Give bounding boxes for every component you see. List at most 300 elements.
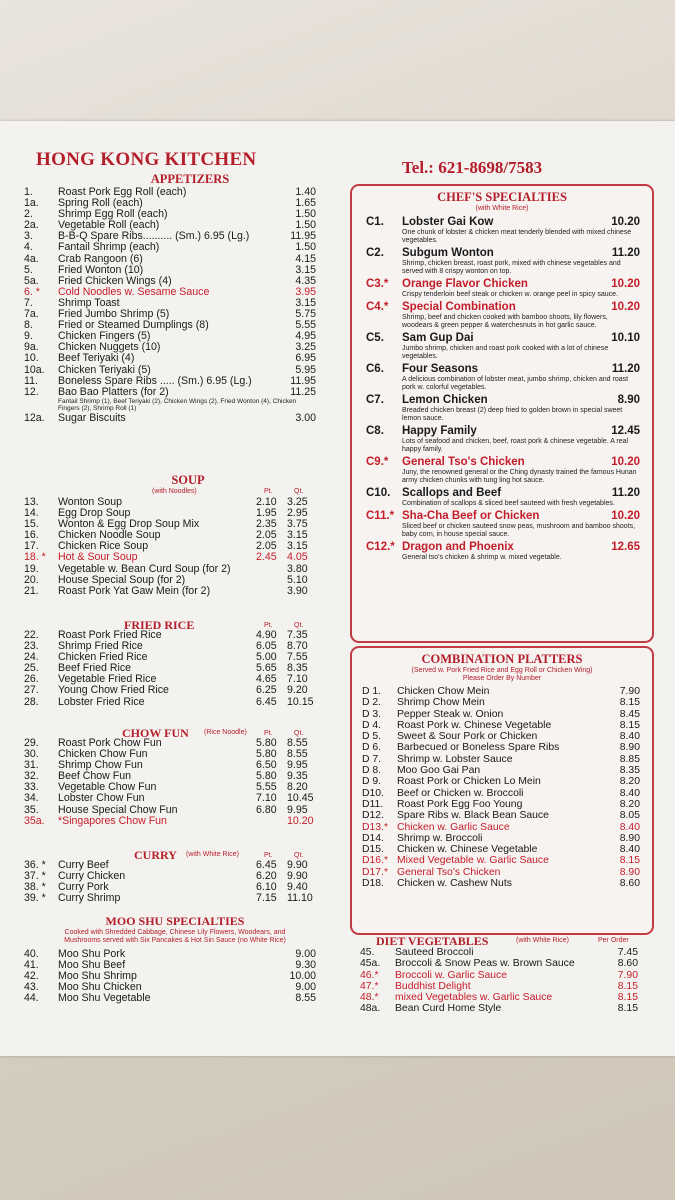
item-price-quart: 10.15 — [287, 695, 314, 708]
diet-row — [360, 981, 638, 992]
item-price: 3.15 — [295, 296, 316, 309]
item-number: 28. — [24, 695, 39, 708]
chow-fun-col-qt: Qt. — [294, 730, 304, 737]
item-name: Chicken Chow Fun — [58, 748, 148, 761]
chow-fun-section — [24, 726, 316, 827]
appetizers-section — [24, 172, 316, 424]
appetizer-row — [24, 413, 316, 424]
item-price-pint: 5.80 — [256, 770, 277, 783]
item-number: 19. — [24, 562, 39, 575]
item-number: D 2. — [362, 697, 382, 709]
item-name: Cold Noodles w. Sesame Sauce — [58, 285, 210, 298]
item-number: 9. — [24, 330, 33, 343]
item-name: Hot & Sour Soup — [58, 551, 138, 564]
combo-row — [362, 844, 640, 855]
item-number: 13. — [24, 496, 39, 508]
item-name: Vegetable Chow Fun — [58, 781, 157, 794]
item-name: Pepper Steak w. Onion — [397, 708, 504, 720]
combo-row — [362, 788, 640, 799]
item-name: Moo Goo Gai Pan — [397, 765, 481, 777]
item-number: D 3. — [362, 708, 382, 720]
item-price: 8.15 — [617, 992, 638, 1004]
combo-row — [362, 810, 640, 821]
diet-row — [360, 992, 638, 1003]
item-name: Roast Pork Chow Fun — [58, 737, 162, 749]
diet-row — [360, 958, 638, 969]
item-price: 8.15 — [617, 1003, 638, 1015]
soup-list — [24, 497, 316, 597]
item-number: 9a. — [24, 341, 39, 354]
item-price: 11.95 — [290, 374, 316, 387]
chef-item-title — [366, 425, 640, 438]
item-price: 4.95 — [295, 330, 316, 343]
appetizer-row — [24, 387, 316, 398]
appetizer-row — [24, 242, 316, 253]
item-name: Moo Shu Chicken — [58, 981, 142, 994]
fried-rice-section — [24, 618, 316, 708]
item-name: Moo Shu Pork — [58, 948, 126, 960]
item-description: Shrimp, chicken breast, roast pork, mixed with chinese vegetables and served with 8 crispy wonton on top. — [402, 260, 621, 275]
fried-rice-col-pt: Pt. — [264, 622, 273, 629]
item-price-pint: 2.35 — [256, 518, 277, 531]
item-price: 8.40 — [619, 731, 640, 743]
item-name: Beef Teriyaki (4) — [58, 352, 135, 365]
soup-row — [24, 564, 316, 575]
chef-item — [366, 487, 640, 508]
item-name: Fried Wonton (10) — [58, 263, 144, 276]
item-price: 10.20 — [611, 216, 640, 228]
item-price-pint: 6.50 — [256, 759, 277, 772]
item-name: Fantail Shrimp (each) — [58, 241, 160, 254]
item-number: 2a. — [24, 219, 39, 232]
item-name: Shrimp w. Broccoli — [397, 832, 483, 844]
chef-item — [366, 332, 640, 361]
item-price-quart: 3.90 — [287, 584, 308, 597]
item-price-pint: 6.45 — [256, 859, 277, 871]
item-name: Shrimp Egg Roll (each) — [58, 208, 168, 221]
item-number: C6. — [366, 363, 384, 375]
item-number: D10. — [362, 787, 384, 799]
item-price: 8.90 — [617, 394, 640, 406]
chow-fun-row — [24, 805, 316, 816]
item-name: Curry Shrimp — [58, 892, 121, 905]
item-price-quart: 7.10 — [287, 673, 308, 686]
item-price: 8.90 — [619, 832, 640, 844]
item-number: 40. — [24, 948, 39, 960]
item-price: 8.15 — [617, 980, 638, 992]
item-name: Chicken Chow Mein — [397, 686, 490, 697]
item-number: C5. — [366, 332, 384, 344]
item-name: Orange Flavor Chicken — [402, 278, 528, 290]
combo-row — [362, 697, 640, 708]
item-price-quart: 7.55 — [287, 651, 308, 664]
chef-item — [366, 301, 640, 330]
item-name: Subgum Wonton — [402, 247, 494, 259]
item-name: Bean Curd Home Style — [395, 1003, 502, 1015]
item-name: Beef Fried Rice — [58, 662, 132, 675]
combo-row — [362, 754, 640, 765]
item-price: 8.40 — [619, 844, 640, 856]
chef-item-title — [366, 541, 640, 554]
appetizer-row — [24, 353, 316, 364]
item-price-quart: 3.15 — [287, 540, 308, 553]
item-description: Lots of seafood and chicken, beef, roast pork & chinese vegetable. A real happy family. — [402, 438, 629, 453]
chow-fun-list — [24, 738, 316, 827]
item-number: D 1. — [362, 686, 382, 697]
chef-item-title — [366, 247, 640, 260]
item-number: D 5. — [362, 731, 382, 743]
item-name: Sugar Biscuits — [58, 411, 126, 424]
item-number: 21. — [24, 584, 39, 597]
item-number: 44. — [24, 992, 39, 1005]
item-name: Moo Shu Shrimp — [58, 970, 137, 983]
item-number: 14. — [24, 507, 39, 520]
combo-row — [362, 686, 640, 697]
item-price-quart: 3.75 — [287, 518, 308, 531]
soup-row — [24, 552, 316, 563]
item-name: Chicken w. Cashew Nuts — [397, 878, 512, 890]
item-number: 25. — [24, 662, 39, 675]
item-price-quart: 9.20 — [287, 684, 308, 697]
chef-item — [366, 216, 640, 245]
item-price: 1.65 — [295, 197, 316, 210]
item-description: General tso's chicken & shrimp w. mixed vegetable. — [402, 554, 562, 561]
item-price: 10.10 — [611, 332, 640, 344]
item-price: 7.45 — [617, 947, 638, 958]
item-price: 8.90 — [619, 866, 640, 878]
item-number: 8. — [24, 319, 33, 332]
diet-col: Per Order — [598, 937, 629, 944]
chef-item-title — [366, 394, 640, 407]
item-name: Curry Pork — [58, 881, 109, 894]
item-number: 29. — [24, 737, 39, 749]
fried-rice-row — [24, 685, 316, 696]
item-price-pint: 6.80 — [256, 803, 277, 816]
curry-subtitle: (with White Rice) — [186, 851, 239, 858]
item-name: Young Chow Fried Rice — [58, 684, 169, 697]
item-number: D16.* — [362, 855, 388, 867]
combo-row — [362, 867, 640, 878]
item-name: Chicken Fried Rice — [58, 651, 148, 664]
appetizers-last — [24, 413, 316, 424]
item-name: Roast Pork Yat Gaw Mein (for 2) — [58, 584, 211, 597]
item-name: General Tso's Chicken — [402, 456, 525, 468]
diet-subtitle: (with White Rice) — [516, 937, 569, 944]
item-number: 43. — [24, 981, 39, 994]
item-name: Curry Chicken — [58, 870, 126, 883]
chef-item-title — [366, 332, 640, 345]
item-number: C8. — [366, 425, 384, 437]
item-number: D 6. — [362, 742, 382, 754]
item-number: D 8. — [362, 765, 382, 777]
item-price-quart: 9.35 — [287, 770, 308, 783]
item-price: 8.90 — [619, 742, 640, 754]
item-number: 48a. — [360, 1003, 381, 1015]
combo-title: COMBINATION PLATTERS — [421, 652, 583, 666]
moo-shu-section — [24, 914, 316, 1004]
item-number: C7. — [366, 394, 384, 406]
item-name: Chicken w. Garlic Sauce — [397, 821, 510, 833]
item-number: C1. — [366, 216, 384, 228]
item-name: Sha-Cha Beef or Chicken — [402, 510, 540, 522]
diet-row — [360, 1003, 638, 1014]
item-price: 8.15 — [619, 719, 640, 731]
item-price-pint: 5.00 — [256, 651, 277, 664]
item-price: 6.95 — [295, 352, 316, 365]
item-number: 7. — [24, 296, 33, 309]
item-price-quart: 8.55 — [287, 737, 308, 749]
item-price: 10.20 — [611, 278, 640, 290]
chow-fun-row — [24, 816, 316, 827]
item-name: General Tso's Chicken — [397, 866, 501, 878]
item-price: 7.90 — [617, 969, 638, 981]
chef-item — [366, 394, 640, 423]
curry-row — [24, 893, 316, 904]
item-price-pint: 6.05 — [256, 640, 277, 653]
item-number: 7a. — [24, 308, 39, 321]
item-name: Curry Beef — [58, 859, 109, 871]
item-price-quart: 9.90 — [287, 859, 308, 871]
item-name: Roast Pork Egg Foo Young — [397, 798, 523, 810]
item-description: Shrimp, beef and chicken cooked with bamboo shoots, lily flowers, woodears & green pepper & waterchesnuts in hot garlic sauce. — [402, 314, 608, 329]
diet-row — [360, 947, 638, 958]
fried-rice-col-qt: Qt. — [294, 622, 304, 629]
item-name: Lemon Chicken — [402, 394, 488, 406]
item-number: D14. — [362, 832, 384, 844]
item-number: 4. — [24, 241, 33, 254]
item-price-pint: 2.05 — [256, 540, 277, 553]
item-name: Fried Jumbo Shrimp (5) — [58, 308, 170, 321]
chef-item — [366, 363, 640, 392]
soup-row — [24, 586, 316, 597]
item-price: 4.35 — [295, 274, 316, 287]
item-price: 8.85 — [619, 753, 640, 765]
chefs-specialties-box — [350, 184, 654, 643]
item-price: 1.40 — [295, 186, 316, 198]
item-price-pint: 6.10 — [256, 881, 277, 894]
item-name: Chicken Teriyaki (5) — [58, 363, 151, 376]
platter-description: Fantail Shrimp (1), Beef Teriyaki (2), Chicken Wings (2), Fried Wonton (4), Chicken Fingers (2), Shrimp Roll (1) — [58, 397, 297, 413]
item-price: 12.45 — [611, 425, 640, 437]
item-name: Roast Pork Egg Roll (each) — [58, 186, 187, 198]
item-price-pint: 2.05 — [256, 529, 277, 542]
item-price: 10.20 — [611, 510, 640, 522]
item-price-quart: 3.80 — [287, 562, 308, 575]
item-name: Chicken Fingers (5) — [58, 330, 151, 343]
item-name: Shrimp Chow Mein — [397, 697, 485, 709]
diet-vegetables-section — [360, 934, 650, 1015]
chef-subtitle: (with White Rice) — [475, 205, 529, 212]
combo-subtitle-2: Please Order By Number — [462, 675, 542, 682]
item-number: D 7. — [362, 753, 382, 765]
item-name: Moo Shu Vegetable — [58, 992, 151, 1005]
item-name: B-B-Q Spare Ribs.......... (Sm.) 6.95 (Lg.) — [58, 230, 250, 243]
item-price-pint: 4.90 — [256, 629, 277, 641]
item-price-quart: 9.95 — [287, 759, 308, 772]
item-number: D18. — [362, 878, 384, 890]
item-number: C12.* — [366, 541, 395, 553]
item-number: 34. — [24, 792, 39, 805]
item-number: 45a. — [360, 958, 381, 970]
item-name: Chicken w. Chinese Vegetable — [397, 844, 538, 856]
item-price: 8.15 — [619, 855, 640, 867]
item-number: D12. — [362, 810, 384, 822]
item-price: 3.95 — [295, 285, 316, 298]
item-name: Shrimp Fried Rice — [58, 640, 143, 653]
item-name: Shrimp w. Lobster Sauce — [397, 753, 513, 765]
item-name: Beef or Chicken w. Broccoli — [397, 787, 524, 799]
chow-fun-row — [24, 793, 316, 804]
item-name: Roast Pork Fried Rice — [58, 629, 162, 641]
item-price: 4.15 — [295, 252, 316, 265]
curry-section — [24, 848, 316, 904]
chef-item-title — [366, 301, 640, 314]
moo-shu-row — [24, 993, 316, 1004]
item-price: 9.30 — [295, 959, 316, 972]
item-price-quart: 8.70 — [287, 640, 308, 653]
item-name: Wonton Soup — [58, 496, 123, 508]
item-number: 41. — [24, 959, 39, 972]
item-name: Sweet & Sour Pork or Chicken — [397, 731, 538, 743]
item-name: Spare Ribs w. Black Bean Sauce — [397, 810, 549, 822]
diet-header — [360, 934, 650, 947]
item-price: 12.65 — [611, 541, 640, 553]
chef-list — [352, 216, 652, 562]
chef-item — [366, 247, 640, 276]
item-number: C11.* — [366, 510, 395, 522]
item-name: Broccoli w. Garlic Sauce — [395, 969, 508, 981]
item-number: 10. — [24, 352, 39, 365]
item-number: 37. * — [24, 870, 46, 883]
combo-subtitle-1: (Served w. Pork Fried Rice and Egg Roll or Chicken Wing) — [411, 667, 593, 674]
item-name: Lobster Gai Kow — [402, 216, 494, 228]
item-name: Lobster Fried Rice — [58, 695, 145, 708]
soup-title: SOUP — [171, 473, 205, 487]
item-name: Beef Chow Fun — [58, 770, 132, 783]
item-number: 45. — [360, 947, 375, 958]
item-name: Fried Chicken Wings (4) — [58, 274, 172, 287]
item-number: 17. — [24, 540, 39, 553]
item-name: Spring Roll (each) — [58, 197, 143, 210]
item-number: 38. * — [24, 881, 46, 894]
item-price-quart: 9.95 — [287, 803, 308, 816]
item-name: Special Combination — [402, 301, 516, 313]
appetizer-row — [24, 254, 316, 265]
item-price: 1.50 — [295, 219, 316, 232]
chef-item — [366, 278, 640, 299]
combo-row — [362, 765, 640, 776]
item-name: Barbecued or Boneless Spare Ribs — [397, 742, 560, 754]
chef-item — [366, 510, 640, 539]
item-price: 10.00 — [289, 970, 316, 983]
item-number: 12a. — [24, 411, 45, 424]
item-number: D11. — [362, 798, 384, 810]
item-number: 18. * — [24, 551, 46, 564]
curry-list — [24, 860, 316, 904]
item-description: Combination of scallops & sliced beef sauteed with fresh vegetables. — [402, 500, 615, 507]
item-price-quart: 8.35 — [287, 662, 308, 675]
item-price-pint: 5.80 — [256, 737, 277, 749]
item-number: 36. * — [24, 859, 46, 871]
item-name: Moo Shu Beef — [58, 959, 126, 972]
chef-item-title — [366, 510, 640, 523]
item-number: C9.* — [366, 456, 389, 468]
item-price: 8.40 — [619, 787, 640, 799]
moo-shu-subtitle: Cooked with Shredded Cabbage, Chinese Lily Flowers, Woodears, and Mushrooms served with Six Pancakes & Hot Sin Sauce (no White Rice) — [64, 929, 286, 944]
curry-col-pt: Pt. — [264, 852, 273, 859]
item-price-pint: 5.55 — [256, 781, 277, 794]
item-number: 22. — [24, 629, 39, 641]
combination-platters-box — [350, 646, 654, 935]
item-price-quart: 3.25 — [287, 496, 308, 508]
item-price-quart: 2.95 — [287, 507, 308, 520]
item-number: 23. — [24, 640, 39, 653]
combo-row — [362, 878, 640, 889]
diet-list — [360, 947, 650, 1015]
item-number: 24. — [24, 651, 39, 664]
item-number: 26. — [24, 673, 39, 686]
diet-row — [360, 970, 638, 981]
item-price: 3.00 — [295, 411, 316, 424]
item-name: Scallops and Beef — [402, 487, 502, 499]
chef-item — [366, 425, 640, 454]
fried-rice-list — [24, 630, 316, 708]
item-number: D 9. — [362, 776, 382, 788]
item-number: C3.* — [366, 278, 389, 290]
curry-title: CURRY — [134, 848, 177, 862]
item-name: Sam Gup Dai — [402, 332, 474, 344]
item-price-quart: 8.55 — [287, 748, 308, 761]
item-number: 27. — [24, 684, 39, 697]
diet-title: DIET VEGETABLES — [376, 934, 489, 948]
item-price: 8.55 — [295, 992, 316, 1005]
item-name: Roast Pork or Chicken Lo Mein — [397, 776, 541, 788]
item-description: Crispy tenderloin beef steak or chicken w. orange peel in spicy sauce. — [402, 291, 618, 298]
item-number: 33. — [24, 781, 39, 794]
combo-row — [362, 742, 640, 753]
item-number: 10a. — [24, 363, 45, 376]
item-name: Shrimp Toast — [58, 296, 120, 309]
item-number: 5. — [24, 263, 33, 276]
item-name: Broccoli & Snow Peas w. Brown Sauce — [395, 958, 575, 970]
chef-item-title — [366, 363, 640, 376]
item-price: 7.90 — [619, 686, 640, 697]
item-name: Bao Bao Platters (for 2) — [58, 385, 169, 398]
appetizers-list — [24, 187, 316, 398]
item-price-pint: 2.10 — [256, 496, 277, 508]
item-number: 6. * — [24, 285, 40, 298]
item-number: 30. — [24, 748, 39, 761]
chef-item — [366, 541, 640, 562]
item-name: Vegetable Roll (each) — [58, 219, 160, 232]
item-number: 4a. — [24, 252, 39, 265]
item-number: 42. — [24, 970, 39, 983]
item-number: 12. — [24, 385, 39, 398]
item-price: 5.55 — [295, 319, 316, 332]
item-number: D 4. — [362, 719, 382, 731]
moo-shu-title: MOO SHU SPECIALTIES — [105, 914, 245, 928]
item-description: Jumbo shrimp, chicken and roast pork cooked with a lot of chinese vegetables. — [402, 345, 609, 360]
item-number: 47.* — [360, 980, 379, 992]
chow-fun-col-pt: Pt. — [264, 730, 273, 737]
item-price: 8.60 — [617, 958, 638, 970]
item-number: 32. — [24, 770, 39, 783]
item-name: Happy Family — [402, 425, 477, 437]
item-number: D17.* — [362, 866, 388, 878]
item-number: C4.* — [366, 301, 389, 313]
fried-rice-row — [24, 697, 316, 708]
curry-col-qt: Qt. — [294, 852, 304, 859]
